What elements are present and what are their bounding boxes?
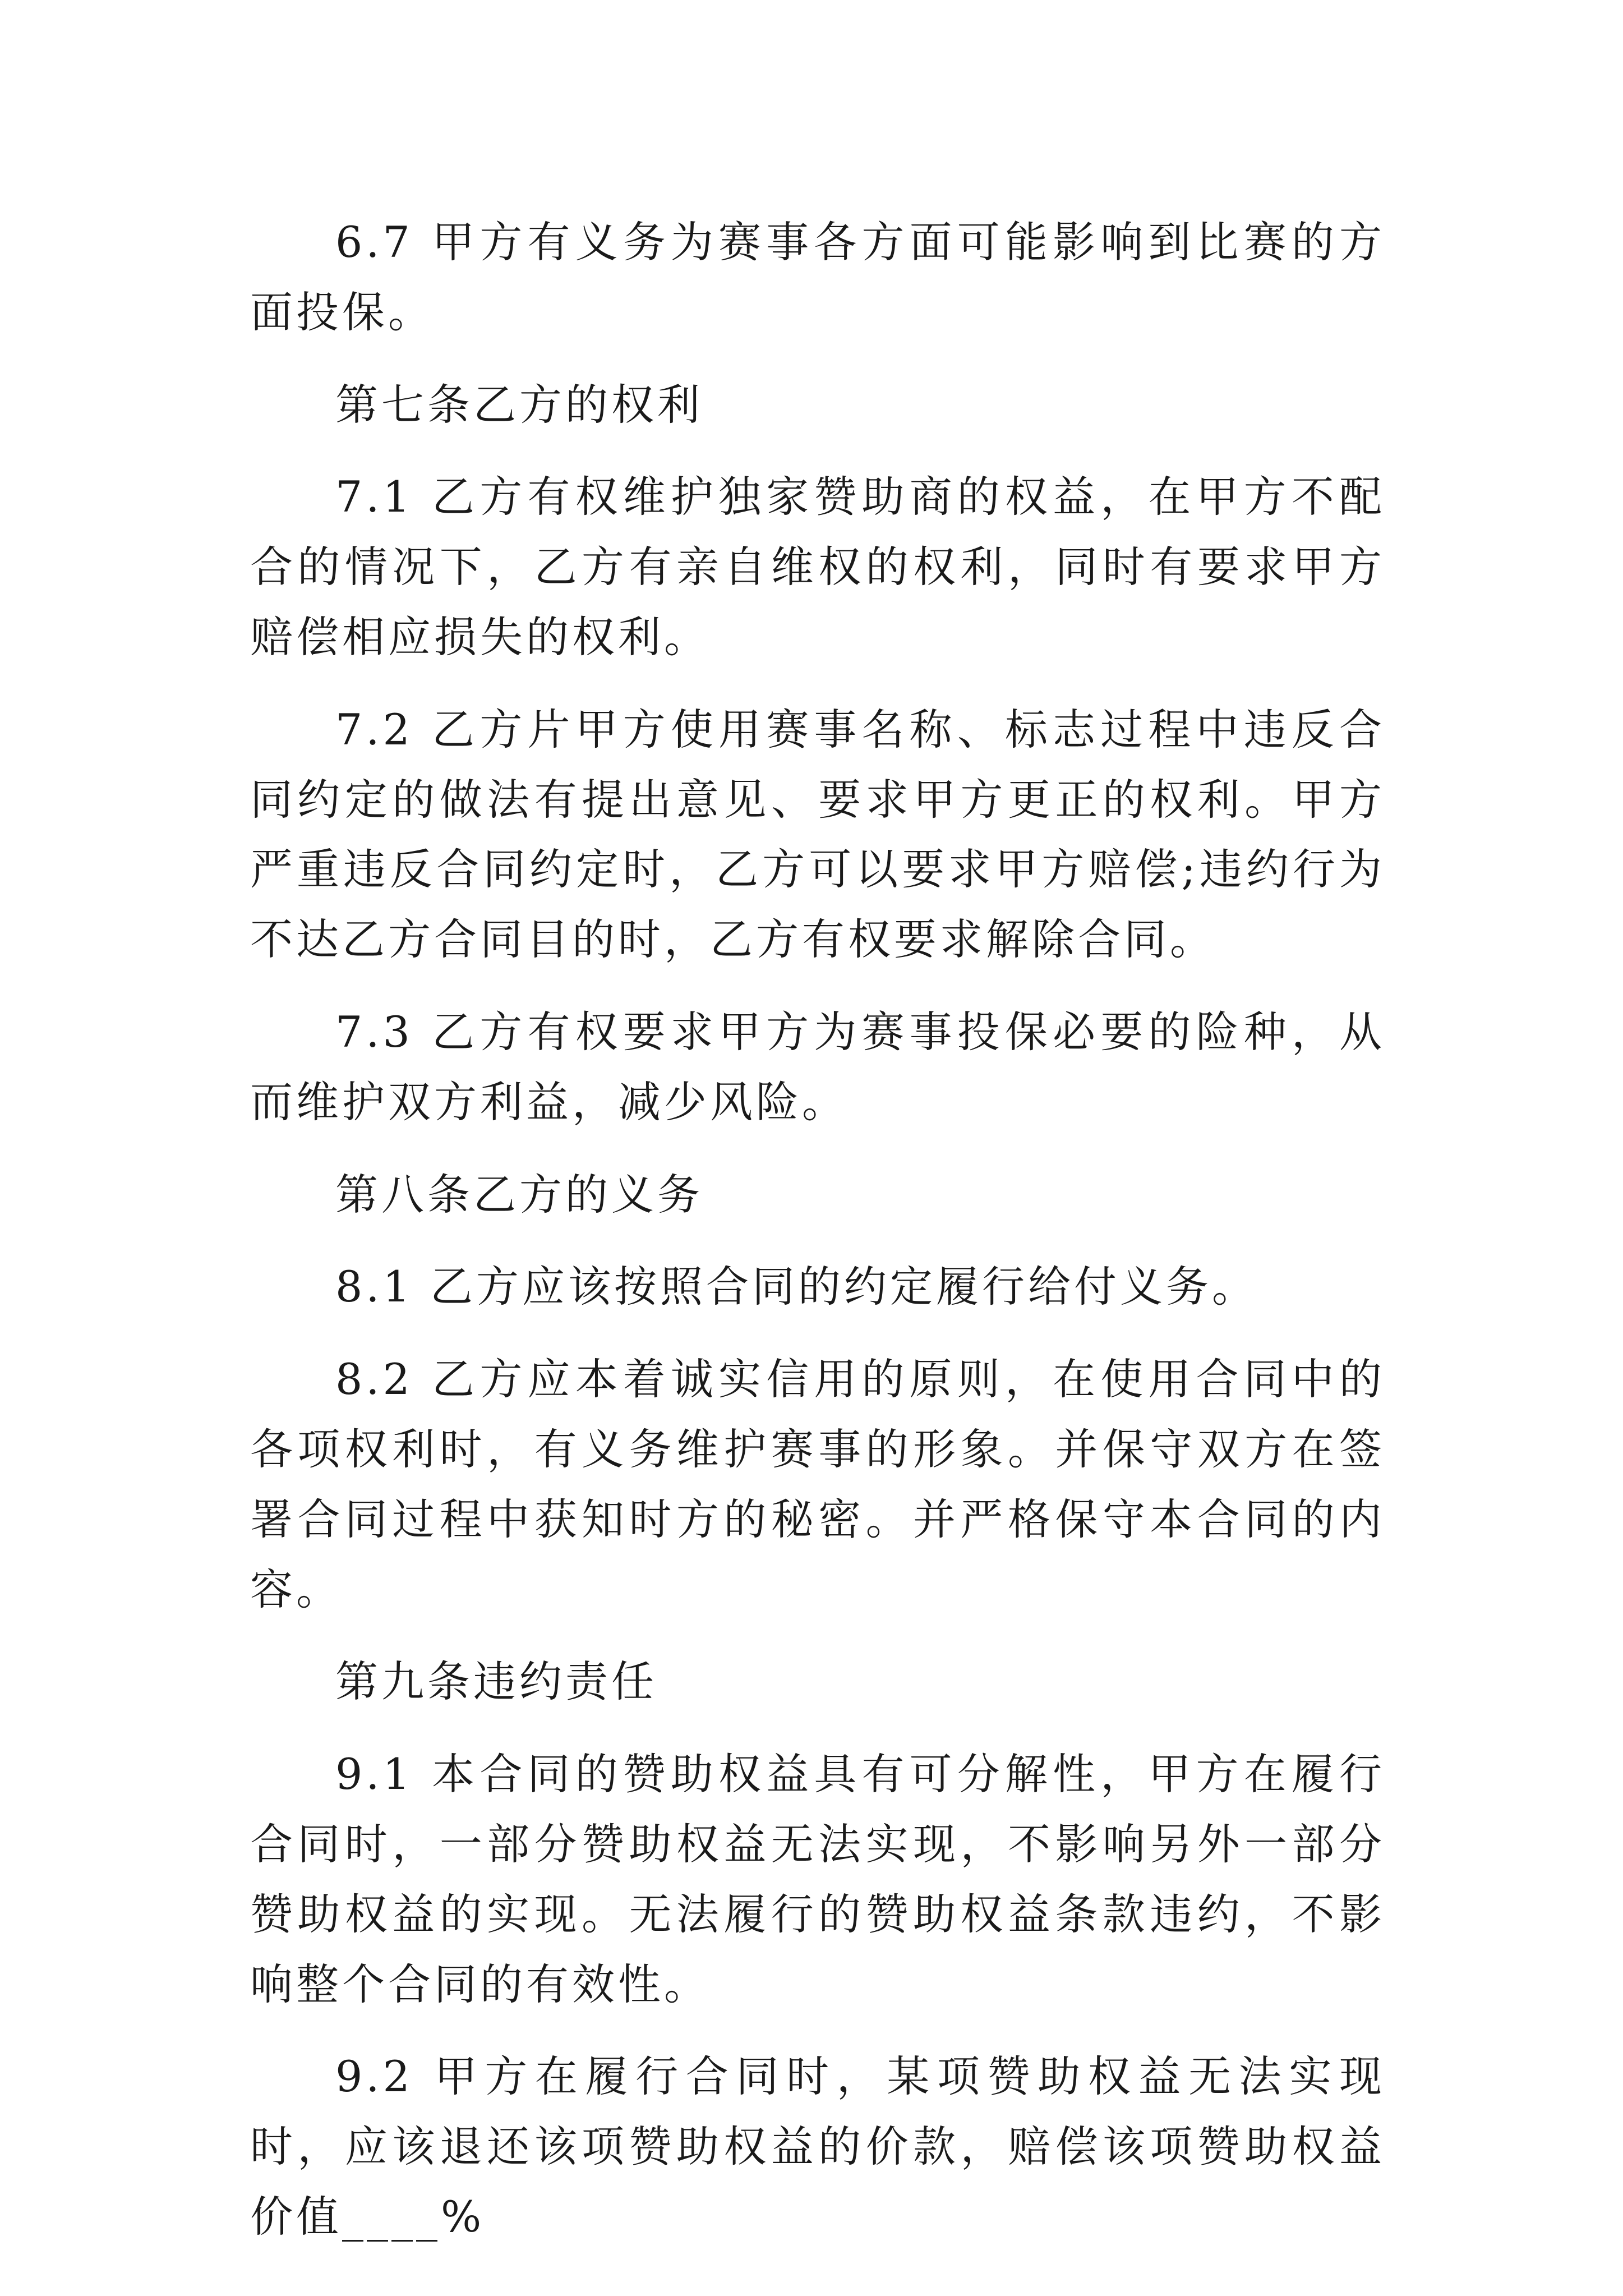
document-body	[250, 208, 1385, 2275]
article-7-heading: 第七条乙方的权利	[335, 379, 703, 430]
article-8-heading: 第八条乙方的义务	[335, 1169, 703, 1220]
clause-8-1: 8.1 乙方应该按照合同的约定履行给付义务。	[335, 1262, 1258, 1312]
clause-9-2: 9.2 甲方在履行合同时，某项赞助权益无法实现时，应该退还该项赞助权益的价款，赔偿该项赞助权益价值____%	[250, 2051, 1385, 2242]
clause-8-2: 8.2 乙方应本着诚实信用的原则，在使用合同中的各项权利时，有义务维护赛事的形象。并保守双方在签署合同过程中获知时方的秘密。并严格保守本合同的内容。	[250, 1354, 1385, 1614]
clause-7-3: 7.3 乙方有权要求甲方为赛事投保必要的险种，从而维护双方利益，减少风险。	[250, 1006, 1385, 1127]
clause-6-7: 6.7 甲方有义务为赛事各方面可能影响到比赛的方面投保。	[250, 217, 1385, 337]
clause-7-2: 7.2 乙方片甲方使用赛事名称、标志过程中违反合同约定的做法有提出意见、要求甲方更正的权利。甲方严重违反合同约定时，乙方可以要求甲方赔偿;违约行为不达乙方合同目的时，乙方有权要求解除合同。	[250, 704, 1385, 965]
article-9-heading: 第九条违约责任	[335, 1657, 657, 1707]
clause-7-1: 7.1 乙方有权维护独家赞助商的权益，在甲方不配合的情况下，乙方有亲自维权的权利，同时有要求甲方赔偿相应损失的权利。	[250, 472, 1385, 662]
clause-9-1: 9.1 本合同的赞助权益具有可分解性，甲方在履行合同时，一部分赞助权益无法实现，不影响另外一部分赞助权益的实现。无法履行的赞助权益条款违约，不影响整个合同的有效性。	[250, 1749, 1385, 2009]
